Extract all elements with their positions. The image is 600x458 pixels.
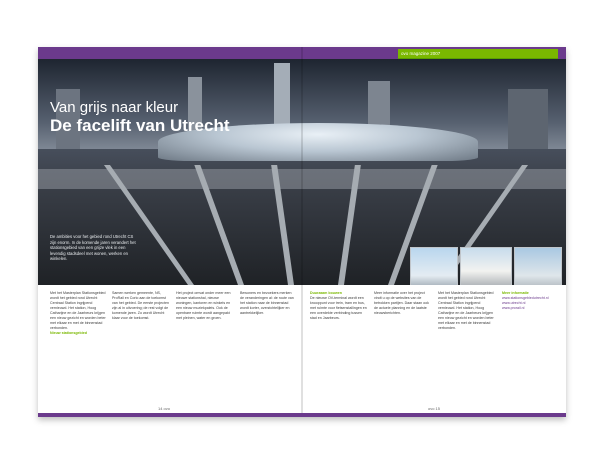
article-headline <box>50 99 230 135</box>
text-column <box>50 291 106 336</box>
text-column <box>112 291 170 321</box>
text-column <box>310 291 368 321</box>
column-text: Het project omvat onder meer een nieuwe stationshal, nieuwe woningen, kantoren en winkels en een nieuw muziekpaleis. Ook de openbare ruimte wordt aangepakt met pleinen, water en groen. <box>176 291 231 320</box>
inset-photos <box>410 247 560 285</box>
column-text: Samen werken gemeente, NS, ProRail en Corio aan de toekomst van het gebied. De eerste projecten zijn al in uitvoering; de rest volgt de komende jaren. Zo wordt Utrecht klaar voor de toekomst. <box>112 291 169 320</box>
column-text: De nieuwe OV-terminal wordt een knooppunt voor trein, tram en bus, met ruimte voor fietsenstallingen en een overdekte verbinding tussen stad en Jaarbeurs. <box>310 296 367 320</box>
inset-photo <box>410 247 458 285</box>
text-column <box>240 291 296 316</box>
photo-building <box>274 63 290 129</box>
page-number-left: 14 ovo <box>158 406 171 411</box>
link-text[interactable]: www.utrecht.nl <box>502 301 526 305</box>
column-text: Met het Masterplan Stationsgebied wordt het gebied rond Utrecht Centraal Station ingrijpend vernieuwd. Het station, Hoog Catharijne en de Jaarbeurs krijgen een nieuw gezicht en worden beter met elkaar en met de binnenstad verbonden. <box>50 291 106 330</box>
text-column <box>502 291 560 311</box>
text-column <box>438 291 498 331</box>
photo-building <box>508 89 548 149</box>
page-gutter <box>301 47 303 417</box>
subheading: Duurzaam bouwen <box>310 291 342 295</box>
headline-line2: De facelift van Utrecht <box>50 116 230 135</box>
link-text[interactable]: www.stationsgebiedutrecht.nl <box>502 296 549 300</box>
intro-text: De ambities voor het gebied rond Utrecht CS zijn enorm. In de komende jaren verandert het stationsgebied van een grijze vlek in een levendig stadsdeel met wonen, werken en winkelen. <box>50 234 136 262</box>
bottom-purple-band <box>38 413 566 417</box>
magazine-spread <box>38 47 566 417</box>
inset-photo <box>514 247 562 285</box>
text-column <box>374 291 432 316</box>
link-text[interactable]: www.prorail.nl <box>502 306 525 310</box>
subheading: Meer informatie <box>502 291 529 295</box>
subheading: Nieuw stationsgebied <box>50 331 87 335</box>
column-text: Bewoners en bezoekers merken de veranderingen al: de route van het station naar de binnenstad wordt korter, overzichtelijker en aantrekkelijker. <box>240 291 294 315</box>
issue-label: ovo magazine 2007 <box>398 49 558 58</box>
column-text: Met het Masterplan Stationsgebied wordt het gebied rond Utrecht Centraal Station ingrijpend vernieuwd. Het station, Hoog Catharijne en de Jaarbeurs krijgen een nieuw gezicht en worden beter met elkaar en met de binnenstad verbonden. <box>438 291 494 330</box>
inset-photo <box>460 247 512 285</box>
headline-line1: Van grijs naar kleur <box>50 99 179 116</box>
page-number-right: ovo 15 <box>428 406 441 411</box>
text-column <box>176 291 234 321</box>
column-text: Meer informatie over het project vindt u op de websites van de betrokken partijen. Daar staan ook de actuele planning en de laatste nieuwsberichten. <box>374 291 429 315</box>
